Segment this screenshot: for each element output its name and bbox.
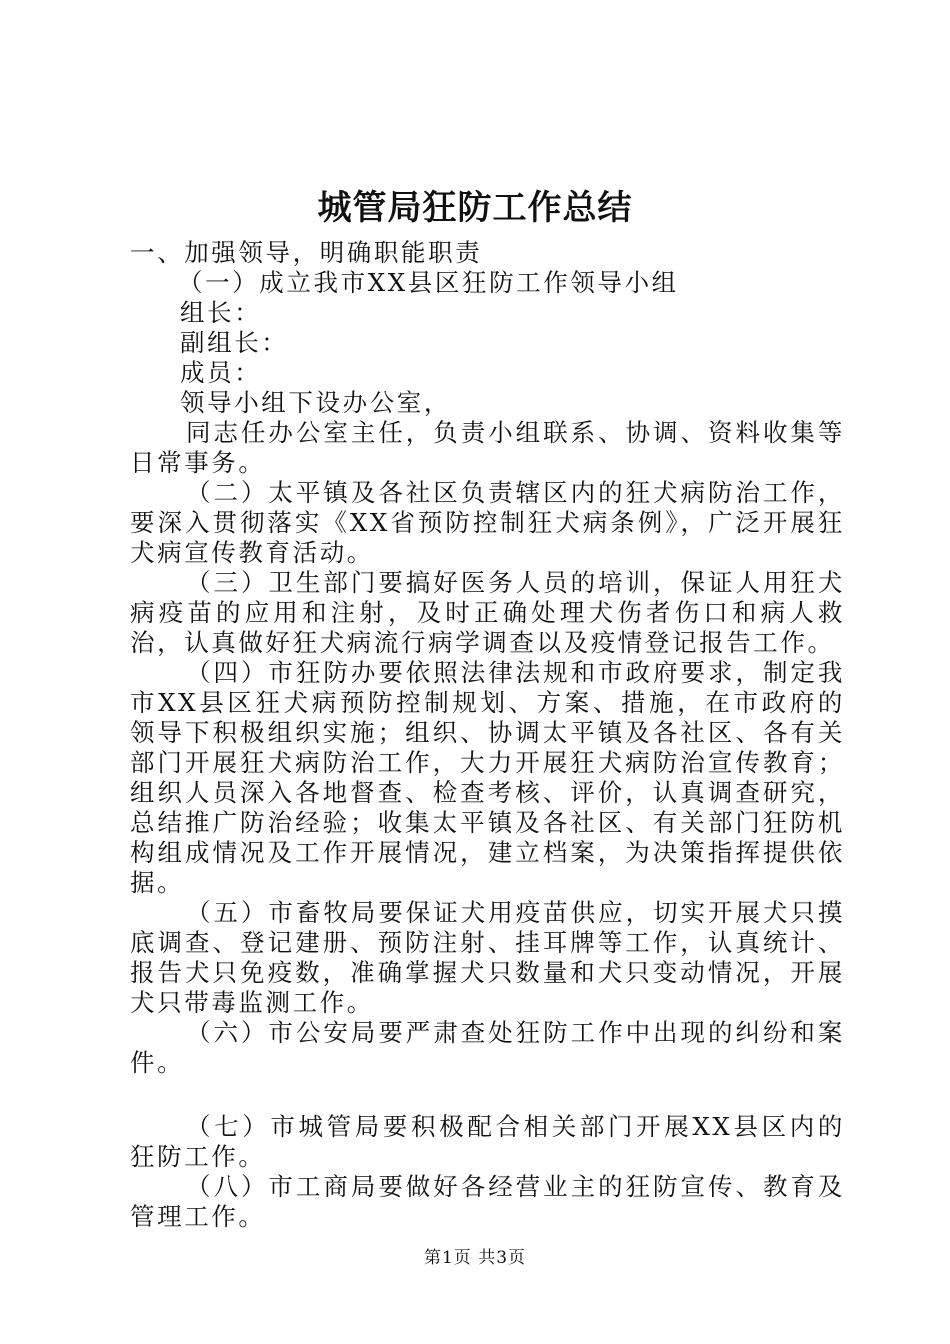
item-7-paragraph: （七）市城管局要积极配合相关部门开展XX县区内的狂防工作。 [130, 1112, 845, 1171]
item-6-paragraph: （六）市公安局要严肃查处狂防工作中出现的纠纷和案件。 [130, 1018, 845, 1077]
subsection-heading: （一）成立我市XX县区狂防工作领导小组 [178, 268, 679, 297]
section-heading: 一、加强领导，明确职能职责 [130, 238, 483, 267]
page-footer: 第1页 共3页 [423, 1248, 527, 1268]
vice-leader-line: 副组长： [180, 328, 289, 357]
item-8-paragraph: （八）市工商局要做好各经营业主的狂防宣传、教育及管理工作。 [130, 1172, 845, 1231]
paragraph-spacer [130, 1078, 845, 1112]
members-line: 成员： [180, 358, 262, 387]
document-body [130, 238, 845, 1232]
item-4-paragraph: （四）市狂防办要依照法律法规和市政府要求，制定我市XX县区狂犬病预防控制规划、方案、措施，在市政府的领导下积极组织实施；组织、协调太平镇及各社区、各有关部门开展狂犬病防治工作，大力开展狂犬病防治宣传教育；组织人员深入各地督查、检查考核、评价，认真调查研究，总结推广防治经验；收集太平镇及各社区、有关部门狂防机构组成情况及工作开展情况，建立档案，为决策指挥提供依据。 [130, 658, 845, 897]
item-5-paragraph: （五）市畜牧局要保证犬用疫苗供应，切实开展犬只摸底调查、登记建册、预防注射、挂耳牌等工作，认真统计、报告犬只免疫数，准确掌握犬只数量和犬只变动情况，开展犬只带毒监测工作。 [130, 898, 845, 1017]
office-director-paragraph: 同志任办公室主任，负责小组联系、协调、资料收集等日常事务。 [130, 418, 845, 477]
document-title: 城管局狂防工作总结 [317, 188, 633, 228]
office-line: 领导小组下设办公室， [180, 388, 451, 417]
item-3-paragraph: （三）卫生部门要搞好医务人员的培训，保证人用狂犬病疫苗的应用和注射，及时正确处理犬伤者伤口和病人救治，认真做好狂犬病流行病学调查以及疫情登记报告工作。 [130, 568, 845, 657]
item-2-paragraph: （二）太平镇及各社区负责辖区内的狂犬病防治工作，要深入贯彻落实《XX省预防控制狂犬病条例》，广泛开展狂犬病宣传教育活动。 [130, 478, 845, 567]
leader-line: 组长： [180, 298, 262, 327]
